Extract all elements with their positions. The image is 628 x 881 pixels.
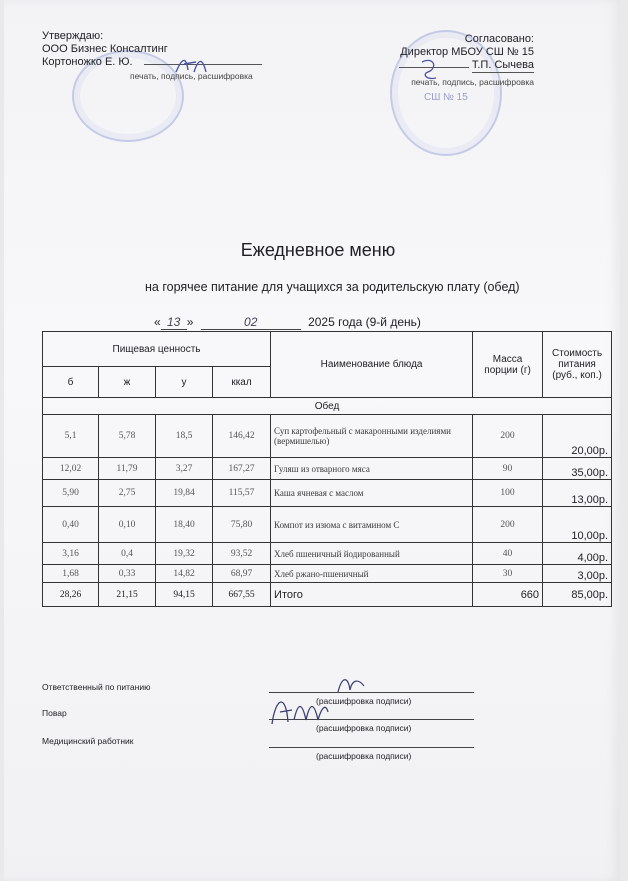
approval-caption: печать, подпись, расшифровка — [130, 71, 253, 81]
page-subtitle: на горячее питание для учащихся за родительскую плату (обед) — [145, 280, 520, 294]
approval-block — [42, 30, 262, 83]
cell-kcal: 75,80 — [213, 507, 271, 543]
stamp-right-text: СШ № 15 — [424, 92, 468, 103]
section-lunch: Обед — [43, 398, 612, 415]
cell-kcal: 93,52 — [213, 543, 271, 565]
table-row — [43, 480, 612, 507]
cell-u: 19,84 — [156, 480, 213, 507]
cell-price: 13,00р. — [543, 480, 612, 507]
date-open-quote: « — [154, 315, 161, 329]
header-price: Стоимость питания (руб., коп.) — [543, 332, 612, 398]
cell-mass: 200 — [473, 507, 543, 543]
approval-heading: Утверждаю: — [42, 30, 104, 42]
table-row — [43, 458, 612, 480]
cell-u: 19,32 — [156, 543, 213, 565]
total-b: 28,26 — [43, 583, 99, 607]
approval-person-name: Кортоножко Е. Ю. — [42, 56, 133, 68]
table-row — [43, 507, 612, 543]
agreement-heading: Согласовано: — [464, 33, 534, 45]
cell-mass: 200 — [473, 415, 543, 458]
cell-u: 3,27 — [156, 458, 213, 480]
cell-kcal: 68,97 — [213, 565, 271, 583]
agreement-position: Директор МБОУ СШ № 15 — [400, 46, 534, 58]
footer-caption-cook: (расшифровка подписи) — [316, 723, 412, 733]
menu-table — [42, 331, 612, 607]
cell-zh: 2,75 — [99, 480, 156, 507]
total-zh: 21,15 — [99, 583, 156, 607]
cell-dish: Хлеб ржано-пшеничный — [271, 565, 473, 583]
cell-b: 12,02 — [43, 458, 99, 480]
header-u: у — [156, 367, 213, 398]
header-nutrition: Пищевая ценность — [43, 332, 271, 367]
table-header-row — [43, 332, 612, 367]
cell-zh: 5,78 — [99, 415, 156, 458]
cell-dish: Хлеб пшеничный йодированный — [271, 543, 473, 565]
header-mass: Масса порции (г) — [473, 332, 543, 398]
page-title: Ежедневное меню — [240, 240, 396, 260]
header-dish: Наименование блюда — [271, 332, 473, 398]
table-row — [43, 543, 612, 565]
cell-price: 35,00р. — [543, 458, 612, 480]
cell-b: 5,1 — [43, 415, 99, 458]
cell-mass: 100 — [473, 480, 543, 507]
table-total-row — [43, 583, 612, 607]
cell-price: 10,00р. — [543, 507, 612, 543]
agreement-caption: печать, подпись, расшифровка — [411, 77, 534, 87]
header-b: б — [43, 367, 99, 398]
cell-zh: 0,4 — [99, 543, 156, 565]
footer-responsible: Ответственный по питанию — [42, 682, 151, 692]
table-row — [43, 415, 612, 458]
cell-mass: 30 — [473, 565, 543, 583]
section-row — [43, 398, 612, 415]
cell-price: 4,00р. — [543, 543, 612, 565]
approval-person — [42, 56, 262, 69]
cell-price: 3,00р. — [543, 565, 612, 583]
date-month: 02 — [201, 315, 301, 330]
cell-zh: 0,10 — [99, 507, 156, 543]
cell-price: 20,00р. — [543, 415, 612, 458]
total-label: Итого — [271, 583, 473, 607]
cell-u: 18,40 — [156, 507, 213, 543]
cell-kcal: 167,27 — [213, 458, 271, 480]
total-price: 85,00р. — [543, 583, 612, 607]
date-day: 13 — [161, 315, 187, 330]
footer-medic: Медицинский работник — [42, 736, 134, 746]
total-mass: 660 — [473, 583, 543, 607]
agreement-signature-icon — [416, 54, 446, 82]
cell-kcal: 146,42 — [213, 415, 271, 458]
cell-mass: 90 — [473, 458, 543, 480]
cell-kcal: 115,57 — [213, 480, 271, 507]
table-row — [43, 565, 612, 583]
cell-dish: Компот из изюма с витамином С — [271, 507, 473, 543]
date-line — [154, 315, 421, 330]
header-kcal: ккал — [213, 367, 271, 398]
footer-cook: Повар — [42, 708, 67, 718]
document-page — [4, 0, 620, 881]
approval-signature-icon — [172, 50, 214, 78]
total-u: 94,15 — [156, 583, 213, 607]
cell-u: 18,5 — [156, 415, 213, 458]
cell-dish: Каша ячневая с маслом — [271, 480, 473, 507]
cell-b: 0,40 — [43, 507, 99, 543]
cell-u: 14,82 — [156, 565, 213, 583]
cell-mass: 40 — [473, 543, 543, 565]
date-close-quote: » — [186, 315, 194, 329]
cell-b: 3,16 — [43, 543, 99, 565]
responsible-signature-icon — [334, 672, 368, 698]
approval-org: ООО Бизнес Консалтинг — [42, 43, 168, 55]
footer-caption-medic: (расшифровка подписи) — [316, 751, 412, 761]
footer-caption-responsible: (расшифровка подписи) — [316, 696, 412, 706]
cook-signature-icon — [266, 690, 332, 730]
agreement-person-name: Т.П. Сычева — [471, 59, 534, 71]
cell-b: 5,90 — [43, 480, 99, 507]
cell-b: 1,68 — [43, 565, 99, 583]
footer-line-medic — [269, 747, 474, 748]
cell-dish: Суп картофельный с макаронными изделиями (вермишелью) — [271, 415, 473, 458]
cell-zh: 0,33 — [99, 565, 156, 583]
cell-zh: 11,79 — [99, 458, 156, 480]
cell-dish: Гуляш из отварного мяса — [271, 458, 473, 480]
total-kcal: 667,55 — [213, 583, 271, 607]
date-rest: 2025 года (9-й день) — [308, 315, 421, 329]
header-zh: ж — [99, 367, 156, 398]
